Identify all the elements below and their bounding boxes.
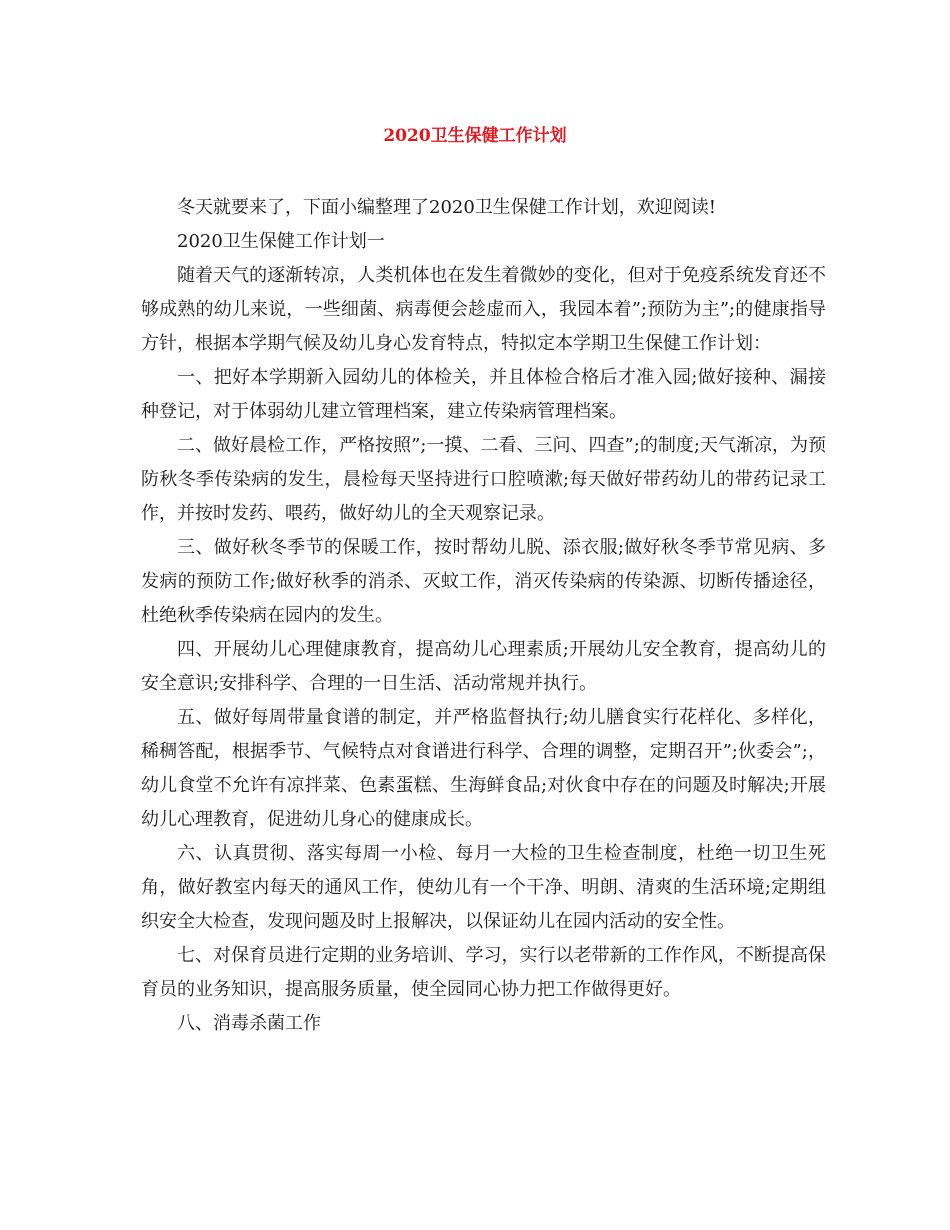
paragraph-item-6: 六、认真贯彻、落实每周一小检、每月一大检的卫生检查制度，杜绝一切卫生死角，做好教室内每天的通风工作，使幼儿有一个干净、明朗、清爽的生活环境;定期组织安全大检查，发现问题及时上报解决，以保证幼儿在园内活动的安全性。 [141, 843, 826, 932]
paragraph-item-4: 四、开展幼儿心理健康教育，提高幼儿心理素质;开展幼儿安全教育，提高幼儿的安全意识;安排科学、合理的一日生活、活动常规并执行。 [141, 639, 826, 694]
paragraph-item-1: 一、把好本学期新入园幼儿的体检关，并且体检合格后才准入园;做好接种、漏接种登记，对于体弱幼儿建立管理档案，建立传染病管理档案。 [141, 367, 826, 422]
section-heading: 2020卫生保健工作计划一 [177, 231, 385, 252]
paragraph-preface: 随着天气的逐渐转凉，人类机体也在发生着微妙的变化，但对于免疫系统发育还不够成熟的幼儿来说，一些细菌、病毒便会趁虚而入，我园本着”;预防为主”;的健康指导方针，根据本学期气候及幼儿身心发育特点，特拟定本学期卫生保健工作计划： [141, 265, 826, 354]
paragraph-intro: 冬天就要来了，下面小编整理了2020卫生保健工作计划，欢迎阅读! [177, 197, 717, 218]
paragraph-item-2: 二、做好晨检工作，严格按照”;一摸、二看、三问、四查”;的制度;天气渐凉，为预防秋冬季传染病的发生，晨检每天坚持进行口腔喷漱;每天做好带药幼儿的带药记录工作，并按时发药、喂药，做好幼儿的全天观察记录。 [141, 435, 826, 524]
paragraph-item-7: 七、对保育员进行定期的业务培训、学习，实行以老带新的工作作风，不断提高保育员的业务知识，提高服务质量，使全园同心协力把工作做得更好。 [141, 945, 826, 1000]
document-body [141, 191, 826, 1041]
document-title: 2020卫生保健工作计划 [383, 126, 567, 146]
paragraph-item-3: 三、做好秋冬季节的保暖工作，按时帮幼儿脱、添衣服;做好秋冬季节常见病、多发病的预防工作;做好秋季的消杀、灭蚊工作，消灭传染病的传染源、切断传播途径，杜绝秋季传染病在园内的发生。 [141, 537, 826, 626]
paragraph-item-8: 八、消毒杀菌工作 [177, 1013, 321, 1034]
paragraph-item-5: 五、做好每周带量食谱的制定，并严格监督执行;幼儿膳食实行花样化、多样化，稀稠答配，根据季节、气候特点对食谱进行科学、合理的调整，定期召开”;伙委会”;，幼儿食堂不允许有凉拌菜、色素蛋糕、生海鲜食品;对伙食中存在的问题及时解决;开展幼儿心理教育，促进幼儿身心的健康成长。 [141, 707, 826, 830]
